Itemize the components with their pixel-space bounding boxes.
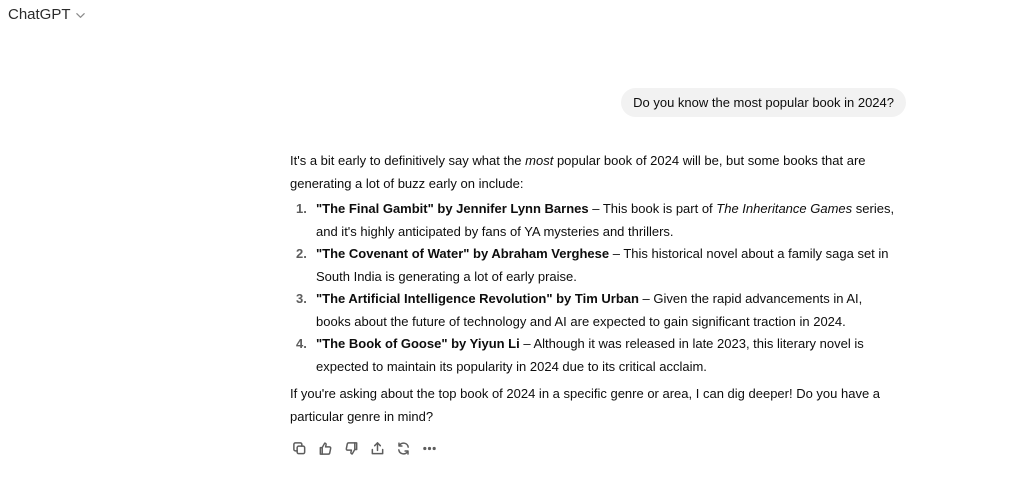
list-item: [290, 198, 896, 243]
list-number: 2.: [296, 246, 307, 261]
regenerate-button[interactable]: [393, 438, 413, 458]
book-title: "The Covenant of Water" by Abraham Verghese: [316, 246, 610, 261]
book-title: "The Final Gambit" by Jennifer Lynn Barnes: [316, 201, 589, 216]
assistant-message: [290, 150, 896, 428]
book-description: – This historical novel about a family saga set in South India is generating a lot of early praise.: [316, 246, 889, 284]
thumbs-up-button[interactable]: [315, 438, 335, 458]
share-button[interactable]: [367, 438, 387, 458]
book-title: "The Artificial Intelligence Revolution" by Tim Urban: [316, 291, 639, 306]
list-item: [290, 243, 896, 288]
book-description: – This book is part of: [588, 201, 717, 216]
list-item: [290, 288, 896, 333]
intro-emphasis: most: [525, 153, 554, 168]
book-list: [290, 198, 896, 378]
more-icon: [422, 441, 437, 456]
book-description: – Although it was released in late 2023, this literary novel is expected to maintain its popularity in 2024 due to its critical acclaim.: [316, 336, 864, 374]
message-actions: [289, 438, 439, 458]
list-number: 4.: [296, 336, 307, 351]
book-title: "The Book of Goose" by Yiyun Li: [316, 336, 520, 351]
thumbs-down-icon: [344, 441, 359, 456]
copy-icon: [292, 441, 307, 456]
book-description-continued: series, and it's highly anticipated by fans of YA mysteries and thrillers.: [316, 201, 895, 239]
series-name: The Inheritance Games: [716, 201, 853, 216]
model-switcher[interactable]: [8, 6, 86, 23]
list-number: 1.: [296, 201, 307, 216]
regenerate-icon: [396, 441, 411, 456]
list-item: [290, 333, 896, 378]
model-name: ChatGPT: [8, 6, 71, 23]
chevron-down-icon: [75, 10, 86, 21]
intro-text: It's a bit early to definitively say what the: [290, 153, 526, 168]
copy-button[interactable]: [289, 438, 309, 458]
assistant-outro: If you're asking about the top book of 2024 in a specific genre or area, I can dig deeper! Do you have a particular genre in mind?: [290, 386, 881, 424]
assistant-intro: [290, 150, 896, 195]
user-message: Do you know the most popular book in 2024?: [621, 88, 906, 117]
more-button[interactable]: [419, 438, 439, 458]
share-icon: [370, 441, 385, 456]
list-number: 3.: [296, 291, 307, 306]
intro-text-continued: popular book of 2024 will be, but some books that are generating a lot of buzz early on include:: [290, 153, 866, 191]
thumbs-down-button[interactable]: [341, 438, 361, 458]
book-description: – Given the rapid advancements in AI, books about the future of technology and AI are expected to gain significant traction in 2024.: [316, 291, 863, 329]
thumbs-up-icon: [318, 441, 333, 456]
